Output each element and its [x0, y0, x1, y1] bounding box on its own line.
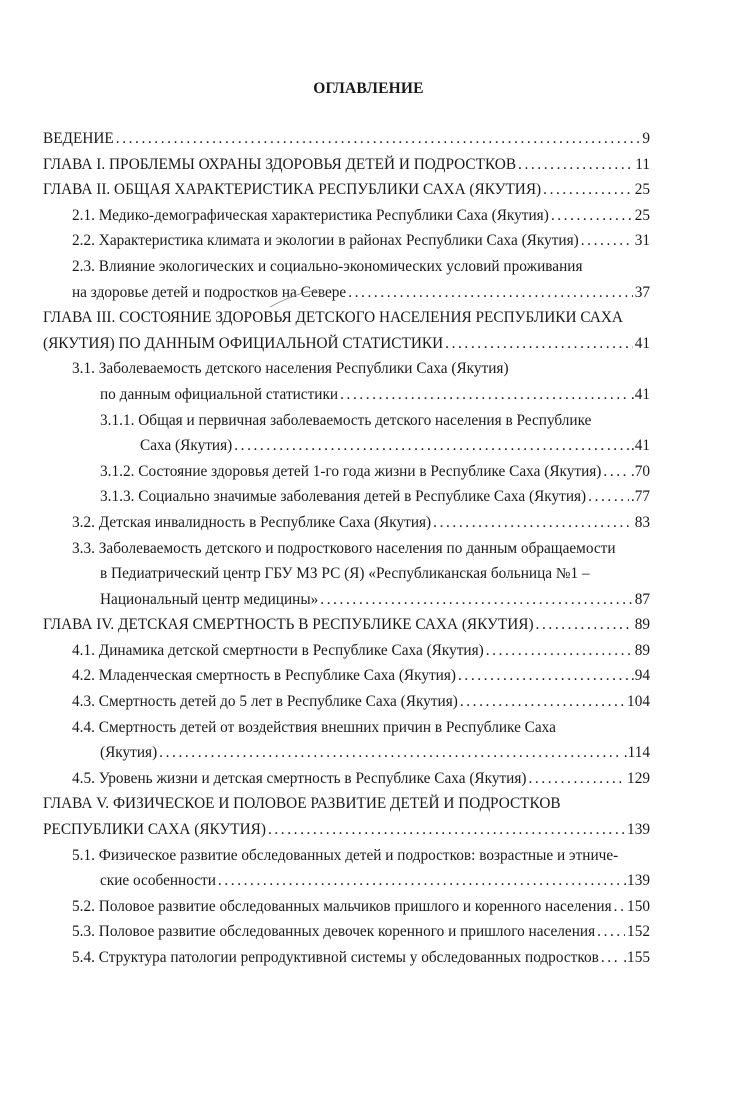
toc-page-number: 104 — [627, 693, 650, 711]
toc-entry-title: 4.2. Младенческая смертность в Республике Саха (Якутия) — [72, 667, 456, 685]
dot-leader — [268, 817, 625, 843]
toc-entry[interactable] — [43, 536, 650, 562]
toc-entry[interactable] — [43, 843, 650, 869]
toc-entry[interactable] — [43, 459, 650, 485]
dot-leader — [445, 331, 633, 357]
toc-entry-title: в Педиатрический центр ГБУ МЗ РС (Я) «Республиканская больница №1 – — [100, 565, 590, 583]
dot-leader — [536, 612, 633, 638]
toc-entry-title: 5.3. Половое развитие обследованных девочек коренного и пришлого населения — [72, 923, 596, 941]
dot-leader — [116, 126, 641, 152]
dot-leader — [603, 459, 628, 485]
toc-page-number: 152 — [627, 923, 650, 941]
toc-page-number: .41 — [630, 437, 650, 455]
toc-page-number: 89 — [634, 641, 650, 659]
toc-entry[interactable] — [43, 228, 650, 254]
toc-entry[interactable] — [43, 280, 650, 306]
toc-page-number: .114 — [623, 744, 650, 762]
toc-entry-title: 4.1. Динамика детской смертности в Республике Саха (Якутия) — [72, 641, 484, 659]
toc-entry-title: ГЛАВА III. СОСТОЯНИЕ ЗДОРОВЬЯ ДЕТСКОГО НАСЕЛЕНИЯ РЕСПУБЛИКИ САХА — [43, 309, 623, 327]
toc-entry-title: по данным официальной статистики — [100, 385, 339, 403]
toc-page-number: 37 — [634, 283, 650, 301]
toc-page-number: 25 — [634, 181, 650, 199]
dot-leader — [543, 177, 633, 203]
toc-entry-title: 3.1. Заболеваемость детского населения Республики Саха (Якутия) — [72, 360, 509, 378]
toc-page-number: 25 — [634, 206, 650, 224]
dot-leader — [528, 766, 625, 792]
toc-entry[interactable] — [43, 331, 650, 357]
toc-entry-title: 4.5. Уровень жизни и детская смертность в Республике Саха (Якутия) — [72, 769, 527, 787]
toc-entry[interactable] — [43, 945, 650, 971]
dot-leader — [159, 740, 622, 766]
dot-leader — [551, 203, 633, 229]
dot-leader — [518, 152, 633, 178]
toc-entry-title: (Якутия) — [100, 744, 158, 762]
toc-entry[interactable] — [43, 715, 650, 741]
toc-entry-title: на здоровье детей и подростков на Севере — [72, 283, 347, 301]
toc-page-number: 87 — [634, 590, 650, 608]
toc-entry-title: 2.3. Влияние экологических и социально-экономических условий проживания — [72, 257, 583, 275]
dot-leader — [614, 894, 625, 920]
dot-leader — [460, 689, 625, 715]
toc-page-number: .77 — [630, 488, 650, 506]
toc-entry[interactable] — [43, 638, 650, 664]
toc-entry[interactable] — [43, 612, 650, 638]
toc-page-number: 129 — [627, 769, 650, 787]
toc-entry[interactable] — [43, 356, 650, 382]
toc-entry-title: 3.1.2. Состояние здоровья детей 1-го года жизни в Республике Саха (Якутия) — [100, 462, 602, 480]
toc-entry[interactable] — [43, 305, 650, 331]
toc-page-number: 41 — [634, 334, 650, 352]
toc-entry[interactable] — [43, 177, 650, 203]
dot-leader — [348, 280, 633, 306]
toc-entry-title: (ЯКУТИЯ) ПО ДАННЫМ ОФИЦИАЛЬНОЙ СТАТИСТИКИ — [43, 334, 444, 352]
toc-entry-title: 3.2. Детская инвалидность в Республике Саха (Якутия) — [72, 513, 432, 531]
toc-entry-title: 5.1. Физическое развитие обследованных детей и подростков: возрастные и этниче- — [72, 846, 619, 864]
toc-entry-title: 2.1. Медико-демографическая характеристика Республики Саха (Якутия) — [72, 206, 549, 224]
toc-page-number: .155 — [623, 949, 650, 966]
toc-entry-title: РЕСПУБЛИКИ САХА (ЯКУТИЯ) — [43, 821, 266, 839]
toc-entry-title: ГЛАВА V. ФИЗИЧЕСКОЕ И ПОЛОВОЕ РАЗВИТИЕ ДЕТЕЙ И ПОДРОСТКОВ — [43, 795, 561, 813]
dot-leader — [601, 945, 621, 971]
toc-entry-title: ские особенности — [100, 872, 216, 890]
toc-entry-title: 3.1.3. Социально значимые заболевания детей в Республике Саха (Якутия) — [100, 488, 587, 506]
toc-entry-title: 4.4. Смертность детей от воздействия внешних причин в Республике Саха — [72, 718, 556, 736]
dot-leader — [340, 382, 629, 408]
toc-page-number: 83 — [634, 513, 650, 531]
toc-entry-title: ГЛАВА II. ОБЩАЯ ХАРАКТЕРИСТИКА РЕСПУБЛИКИ САХА (ЯКУТИЯ) — [43, 181, 542, 199]
toc-page-number: 89 — [634, 616, 650, 634]
toc-entry-title: 4.3. Смертность детей до 5 лет в Республике Саха (Якутия) — [72, 693, 458, 711]
toc-entry[interactable] — [43, 484, 650, 510]
toc-entry[interactable] — [43, 126, 650, 152]
toc-entry[interactable] — [43, 382, 650, 408]
dot-leader — [581, 228, 633, 254]
pen-mark — [268, 289, 328, 309]
toc-entry-title: 5.4. Структура патологии репродуктивной системы у обследованных подростков — [72, 949, 599, 966]
toc-entry-title: Национальный центр медицины» — [100, 590, 319, 608]
toc-entry[interactable] — [43, 868, 650, 894]
toc-entry-title: ГЛАВА IV. ДЕТСКАЯ СМЕРТНОСТЬ В РЕСПУБЛИКЕ САХА (ЯКУТИЯ) — [43, 616, 534, 634]
toc-entry-title: 5.2. Половое развитие обследованных мальчиков пришлого и коренного населения — [72, 897, 612, 915]
toc-entry-title: Саха (Якутия) — [140, 437, 233, 455]
toc-page-number: 31 — [634, 232, 650, 250]
toc-entry[interactable] — [43, 689, 650, 715]
toc-page-number: 150 — [627, 897, 650, 915]
toc-entry-title: ГЛАВА I. ПРОБЛЕМЫ ОХРАНЫ ЗДОРОВЬЯ ДЕТЕЙ И ПОДРОСТКОВ — [43, 155, 517, 173]
toc-page-number: .94 — [630, 667, 650, 685]
toc-entry[interactable] — [43, 817, 650, 843]
dot-leader — [218, 868, 621, 894]
toc-entry[interactable] — [43, 561, 650, 587]
toc-page-number: .41 — [630, 385, 650, 403]
toc-entry[interactable] — [43, 587, 650, 613]
dot-leader — [486, 638, 633, 664]
toc-page-number: 11 — [635, 155, 650, 173]
page-title: ОГЛАВЛЕНИЕ — [313, 80, 424, 97]
toc-entry[interactable] — [43, 766, 650, 792]
toc-entry[interactable] — [43, 510, 650, 536]
toc-page-number: .70 — [630, 462, 650, 480]
toc-entry-title: 3.1.1. Общая и первичная заболеваемость детского населения в Республике — [100, 411, 592, 429]
toc-entry[interactable] — [43, 408, 650, 434]
dot-leader — [320, 587, 632, 613]
toc-entry[interactable] — [43, 663, 650, 689]
toc-entry[interactable] — [43, 433, 650, 459]
toc-entry[interactable] — [43, 254, 650, 280]
toc-page-number: 139 — [627, 821, 650, 839]
dot-leader — [458, 663, 629, 689]
toc-entry-title: ВЕДЕНИЕ — [43, 130, 114, 147]
toc-entry[interactable] — [43, 894, 650, 920]
dot-leader — [597, 919, 625, 945]
toc-entry[interactable] — [43, 203, 650, 229]
toc-page-number: .139 — [623, 872, 650, 890]
dot-leader — [588, 484, 629, 510]
toc-entry-title: 2.2. Характеристика климата и экологии в районах Республики Саха (Якутия) — [72, 232, 579, 250]
toc-entry-title: 3.3. Заболеваемость детского и подросткового населения по данным обращаемости — [72, 539, 616, 557]
toc-entry[interactable] — [43, 740, 650, 766]
toc-entry[interactable] — [43, 152, 650, 178]
table-of-contents — [43, 126, 650, 971]
toc-entry[interactable] — [43, 791, 650, 817]
toc-entry[interactable] — [43, 919, 650, 945]
dot-leader — [433, 510, 633, 536]
dot-leader — [234, 433, 629, 459]
toc-page-number: 9 — [642, 130, 650, 147]
